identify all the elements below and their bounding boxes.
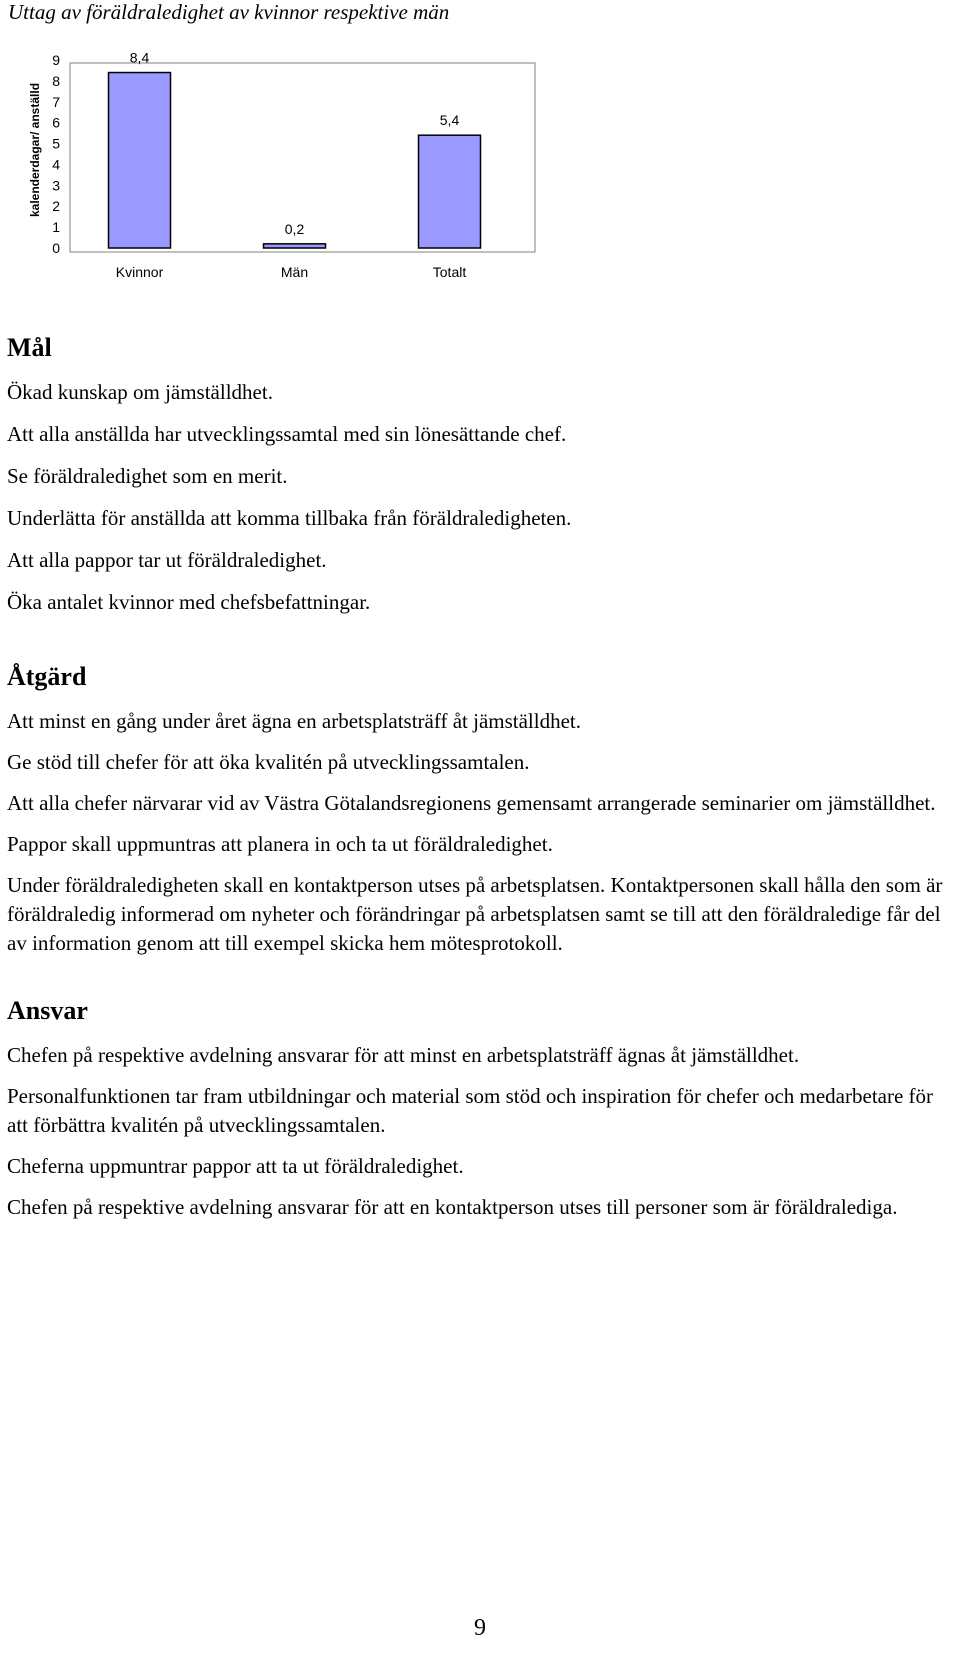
x-tick-label: Kvinnor	[115, 264, 164, 280]
document-body	[7, 330, 957, 1234]
goal-item: Se föräldraledighet som en merit.	[7, 464, 288, 488]
y-tick-label: 0	[52, 240, 60, 256]
goal-item: Att alla anställda har utvecklingssamtal med sin lönesättande chef.	[7, 422, 567, 446]
chart-title: Uttag av föräldraledighet av kvinnor respektive män	[8, 0, 450, 24]
data-label: 5,4	[439, 112, 460, 129]
x-tick-label: Totalt	[432, 264, 467, 280]
y-tick-label: 6	[52, 114, 60, 131]
y-tick-label: 7	[52, 93, 60, 110]
data-label: 8,4	[129, 49, 150, 66]
bar-män	[264, 244, 326, 248]
section-heading-ansvar: Ansvar	[7, 996, 88, 1025]
section-heading-mal: Mål	[7, 333, 52, 362]
page-number: 9	[474, 1615, 486, 1641]
responsibility-item: Cheferna uppmuntrar pappor att ta ut föräldraledighet.	[7, 1154, 464, 1178]
action-item: Att minst en gång under året ägna en arbetsplatsträff åt jämställdhet.	[7, 709, 582, 733]
action-item: Att alla chefer närvarar vid av Västra Götalandsregionens gemensamt arrangerade seminarier om jämställdhet.	[7, 791, 936, 815]
responsibility-item: Chefen på respektive avdelning ansvarar för att minst en arbetsplatsträff ägnas åt jämställdhet.	[7, 1043, 800, 1067]
goal-item: Ökad kunskap om jämställdhet.	[7, 380, 273, 404]
y-tick-label: 1	[52, 219, 60, 236]
section-heading-atgard: Åtgärd	[7, 662, 87, 691]
action-item: Pappor skall uppmuntras att planera in och ta ut föräldraledighet.	[7, 832, 553, 856]
goal-item: Underlätta för anställda att komma tillbaka från föräldraledigheten.	[7, 506, 572, 530]
data-label: 0,2	[284, 220, 305, 237]
action-item: Under föräldraledigheten skall en kontaktperson utses på arbetsplatsen. Kontaktpersonen skall hålla den som är föräldraledig informerad om nyheter och förändringar på arbetsplatsen samt se till att den föräldraledige får del av information genom att till exempel skicka hem mötesprotokoll.	[7, 873, 943, 955]
section-mal	[7, 330, 957, 617]
x-tick-label: Män	[280, 264, 309, 280]
y-tick-label: 5	[52, 135, 60, 152]
bar-totalt	[419, 135, 481, 248]
bar-kvinnor	[109, 73, 171, 248]
section-atgard	[7, 659, 957, 958]
section-ansvar	[7, 993, 957, 1222]
y-axis-label: kalenderdagar/ anställd	[28, 82, 42, 218]
goal-item: Öka antalet kvinnor med chefsbefattningar.	[7, 590, 371, 614]
y-tick-label: 2	[52, 198, 60, 215]
bar-chart	[0, 40, 600, 300]
goal-item: Att alla pappor tar ut föräldraledighet.	[7, 548, 327, 572]
y-tick-label: 9	[52, 52, 60, 68]
y-tick-label: 4	[52, 156, 60, 173]
y-tick-label: 3	[52, 177, 60, 194]
responsibility-item: Personalfunktionen tar fram utbildningar och material som stöd och inspiration för chefer och medarbetare för att förbättra kvalitén på utvecklingssamtalen.	[7, 1084, 934, 1137]
action-item: Ge stöd till chefer för att öka kvalitén på utvecklingssamtalen.	[7, 750, 530, 774]
y-tick-label: 8	[52, 72, 60, 89]
responsibility-item: Chefen på respektive avdelning ansvarar för att en kontaktperson utses till personer som är föräldralediga.	[7, 1195, 898, 1219]
